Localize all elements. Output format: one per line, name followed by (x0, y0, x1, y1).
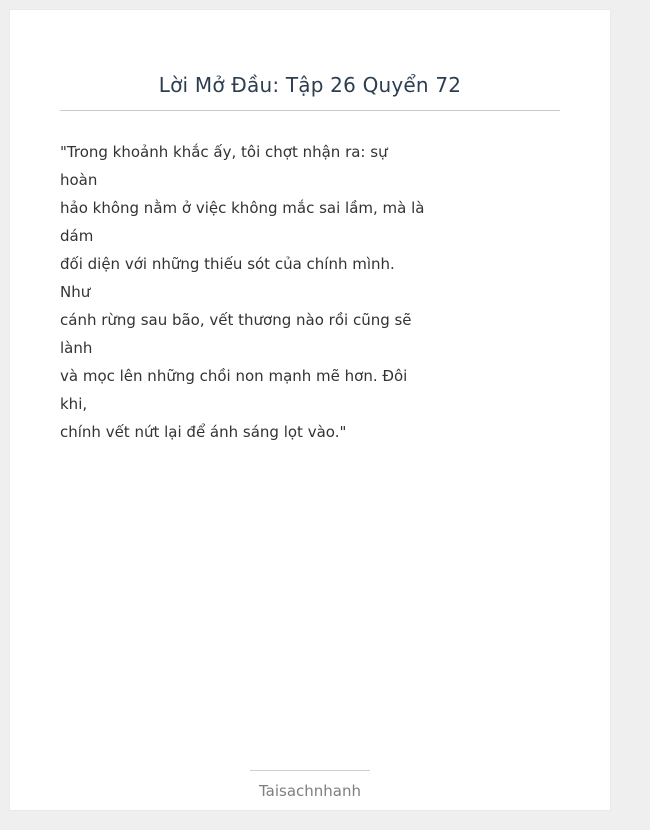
title-divider (60, 110, 560, 111)
footer-divider (250, 770, 370, 771)
body-line: dám (60, 227, 94, 245)
body-line: lành (60, 339, 93, 357)
body-line: hoàn (60, 171, 98, 189)
body-line: "Trong khoảnh khắc ấy, tôi chợt nhận ra: sự (60, 143, 388, 161)
body-line: cánh rừng sau bão, vết thương nào rồi cũng sẽ (60, 311, 412, 329)
page (10, 10, 610, 810)
body-line: đối diện với những thiếu sót của chính mình. (60, 255, 395, 273)
body-line: chính vết nứt lại để ánh sáng lọt vào." (60, 423, 347, 441)
body-paragraph (60, 138, 425, 446)
footer-brand: Taisachnhanh (258, 782, 362, 800)
body-line: Như (60, 283, 91, 301)
chapter-title: Lời Mở Đầu: Tập 26 Quyển 72 (158, 73, 462, 97)
body-line: và mọc lên những chồi non mạnh mẽ hơn. Đôi (60, 367, 408, 385)
body-line: khi, (60, 395, 88, 413)
body-line: hảo không nằm ở việc không mắc sai lầm, mà là (60, 199, 425, 217)
